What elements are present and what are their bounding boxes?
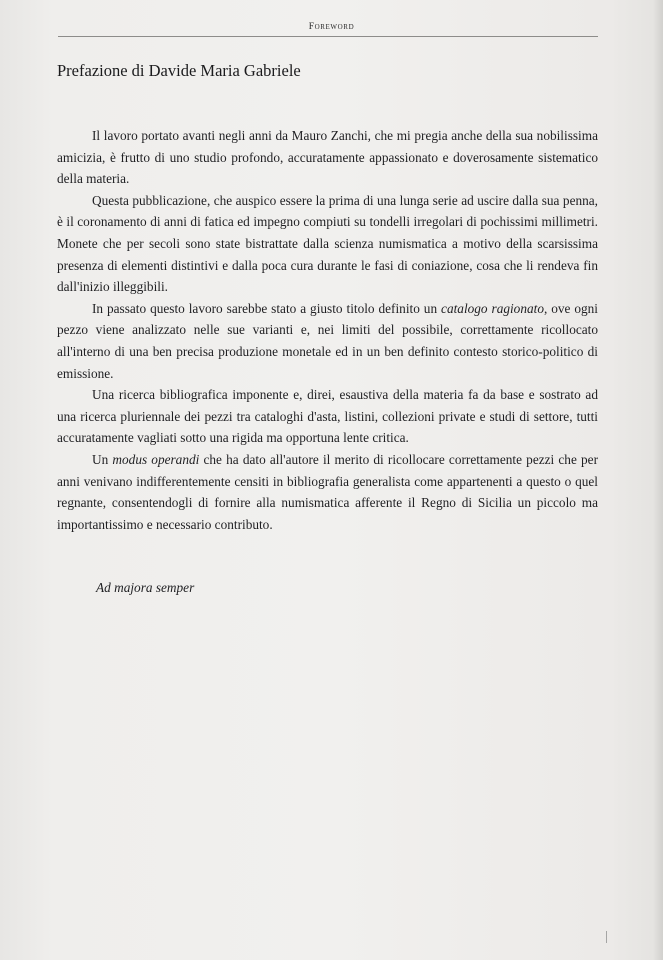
page-edge-shadow (653, 0, 663, 960)
body-text (57, 125, 598, 535)
paragraph (57, 384, 598, 449)
header-rule (58, 36, 598, 37)
text-run: Un (92, 451, 113, 467)
page-edge-mark (606, 931, 611, 943)
signoff: Ad majora semper (96, 580, 195, 595)
paragraph (57, 125, 598, 190)
italic-phrase: modus operandi (112, 451, 200, 467)
page-title: Prefazione di Davide Maria Gabriele (57, 61, 301, 80)
paragraph (57, 190, 598, 298)
text-run: Questa pubblicazione, che auspico essere la prima di una lunga serie ad uscire dalla sua penna, è il coronamento di anni di fatica ed impegno compiuti su tondelli irregolari di pochissimi millimetri. Monete che per secoli sono state bistrattate dalla scienza numismatica a motivo della scarsissima presenza di elementi distintivi e dalla poca cura durante le fasi di coniazione, cosa che li rendeva fin dall'inizio illeggibili. (57, 192, 598, 295)
text-run: , ove ogni pezzo viene analizzato nelle sue varianti e, nei limiti del possibile, correttamente ricollocato all'interno di una ben precisa produzione monetale ed in un ben definito contesto storico-politico di emissione. (57, 300, 598, 381)
paragraph (57, 449, 598, 535)
paragraph (57, 298, 598, 384)
running-head: Foreword (308, 22, 355, 32)
text-run: In passato questo lavoro sarebbe stato a giusto titolo definito un (92, 300, 442, 316)
text-run: che ha dato all'autore il merito di ricollocare correttamente pezzi che per anni venivano indifferentemente censiti in bibliografia generalista come appartenenti a questo o quel regnante, consentendogli di fornire alla numismatica afferente il Regno di Sicilia un piccolo ma importantissimo e necessario contributo. (57, 451, 598, 532)
italic-phrase: catalogo ragionato (441, 300, 544, 316)
text-run: Una ricerca bibliografica imponente e, direi, esaustiva della materia fa da base e sostrato ad una ricerca pluriennale dei pezzi tra cataloghi d'asta, listini, collezioni private e studi di settore, tutti accuratamente vagliati sotto una rigida ma opportuna lente critica. (57, 387, 598, 446)
text-run: Il lavoro portato avanti negli anni da Mauro Zanchi, che mi pregia anche della sua nobilissima amicizia, è frutto di uno studio profondo, accuratamente appassionato e doverosamente sistematico della materia. (57, 128, 598, 187)
